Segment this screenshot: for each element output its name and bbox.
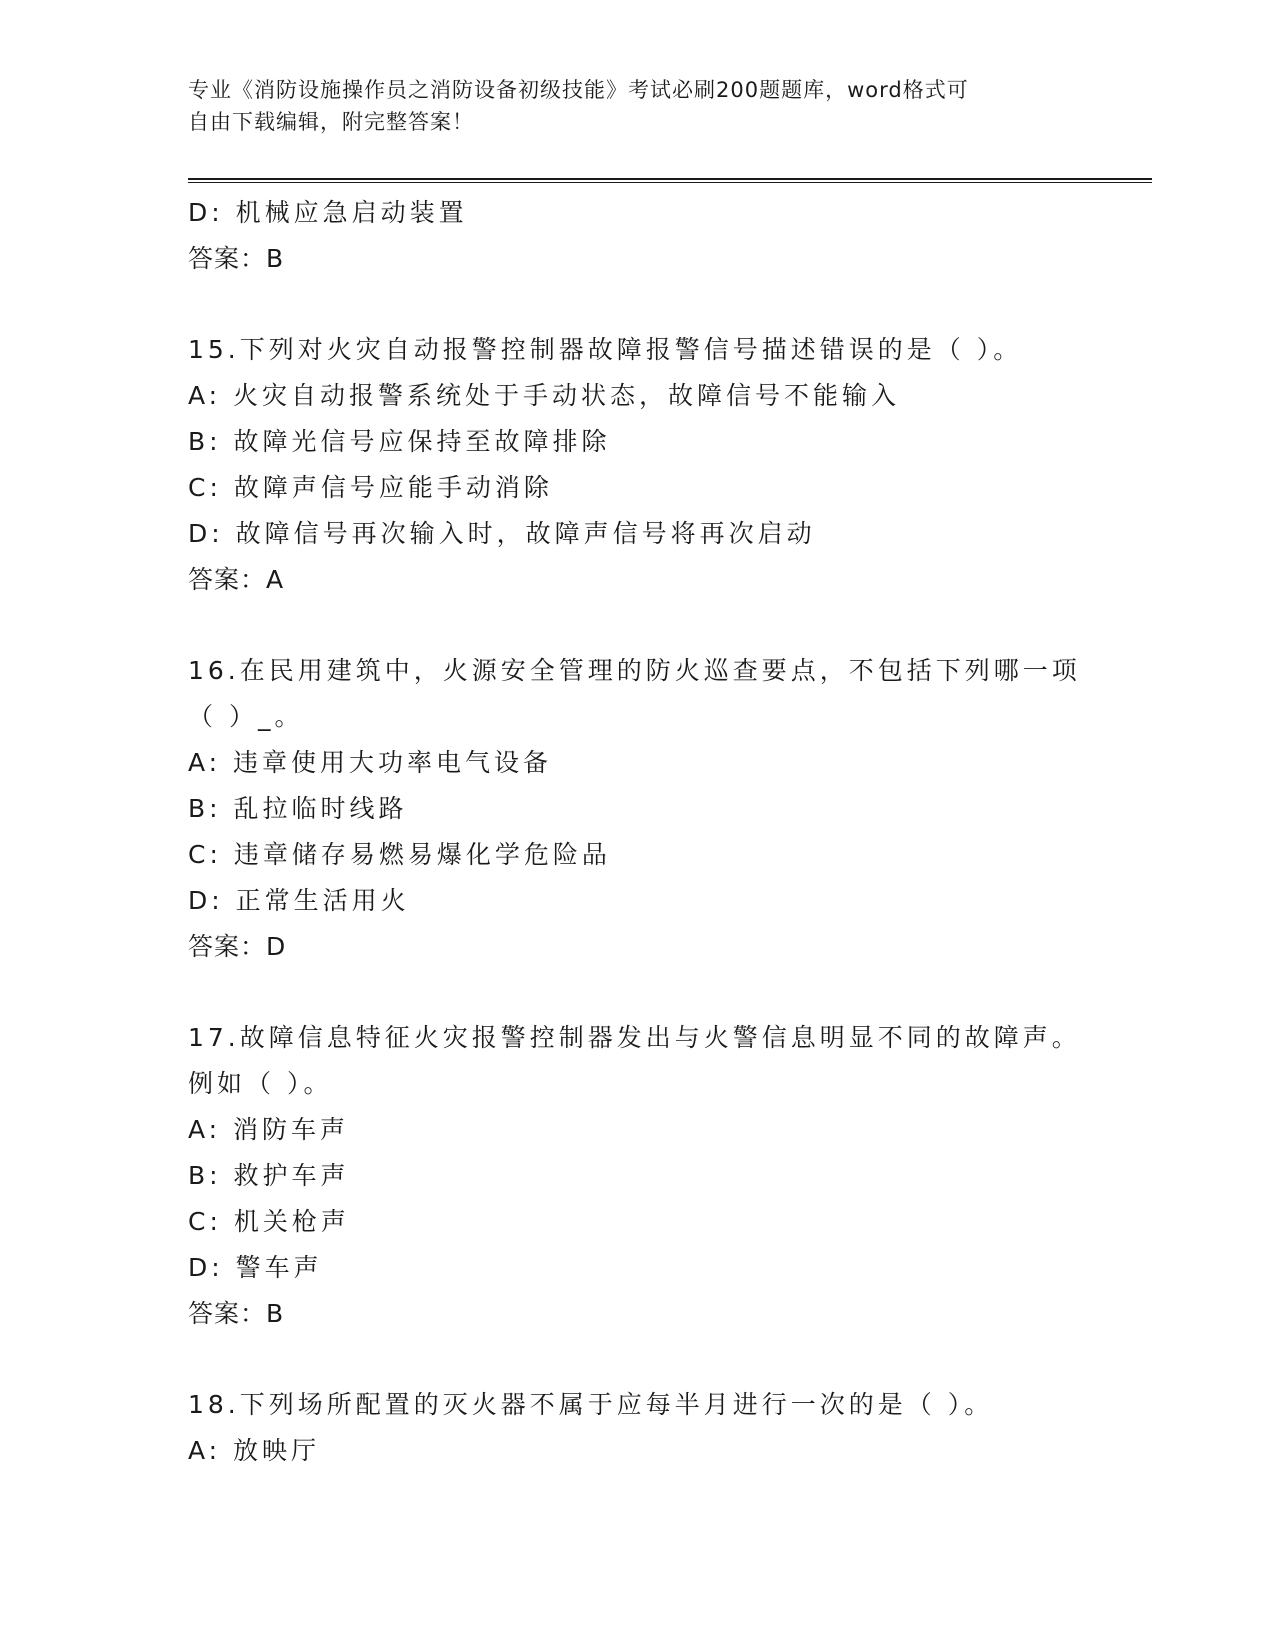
option-c: C: 机关枪声: [188, 1207, 350, 1236]
option-a: A: 消防车声: [188, 1115, 350, 1144]
option-a: A: 放映厅: [188, 1436, 321, 1465]
question-text: 15.下列对火灾自动报警控制器故障报警信号描述错误的是（ ）。: [188, 335, 1023, 364]
option-d: D: 正常生活用火: [188, 886, 410, 915]
question-text: 18.下列场所配置的灭火器不属于应每半月进行一次的是（ ）。: [188, 1390, 994, 1419]
question-14-tail: [188, 190, 1088, 282]
question-text: 17.故障信息特征火灾报警控制器发出与火警信息明显不同的故障声。: [188, 1023, 1081, 1052]
question-15: [188, 327, 1088, 603]
answer-line: 答案：A: [188, 565, 285, 594]
option-a: A: 违章使用大功率电气设备: [188, 748, 553, 777]
option-b: B: 故障光信号应保持至故障排除: [188, 427, 611, 456]
answer-line: 答案：B: [188, 1299, 285, 1328]
spacer: [188, 970, 1088, 1015]
document-body: [188, 190, 1088, 1474]
header-line-2: 自由下载编辑，附完整答案！: [188, 110, 474, 134]
spacer: [188, 1337, 1088, 1382]
question-17: [188, 1015, 1088, 1337]
question-text-continued: 例如（ ）。: [188, 1069, 333, 1098]
option-b: B: 乱拉临时线路: [188, 794, 408, 823]
header-line-1: 专业《消防设施操作员之消防设备初级技能》考试必刷200题题库，word格式可: [188, 78, 969, 102]
question-text-continued: （ ）_。: [188, 702, 304, 731]
header-divider-thin: [188, 182, 1152, 183]
answer-line: 答案：B: [188, 244, 285, 273]
document-header: [188, 74, 1088, 138]
question-16: [188, 648, 1088, 970]
answer-line: 答案：D: [188, 932, 287, 961]
question-18: [188, 1382, 1088, 1474]
option-a: A: 火灾自动报警系统处于手动状态，故障信号不能输入: [188, 381, 901, 410]
option-b: B: 救护车声: [188, 1161, 350, 1190]
spacer: [188, 282, 1088, 327]
spacer: [188, 603, 1088, 648]
option-c: C: 违章储存易燃易爆化学危险品: [188, 840, 611, 869]
question-text: 16.在民用建筑中，火源安全管理的防火巡查要点，不包括下列哪一项: [188, 656, 1081, 685]
option-d: D: 警车声: [188, 1253, 323, 1282]
option-d: D: 机械应急启动装置: [188, 198, 468, 227]
option-c: C: 故障声信号应能手动消除: [188, 473, 553, 502]
option-d: D: 故障信号再次输入时，故障声信号将再次启动: [188, 519, 816, 548]
header-divider-thick: [188, 178, 1152, 180]
